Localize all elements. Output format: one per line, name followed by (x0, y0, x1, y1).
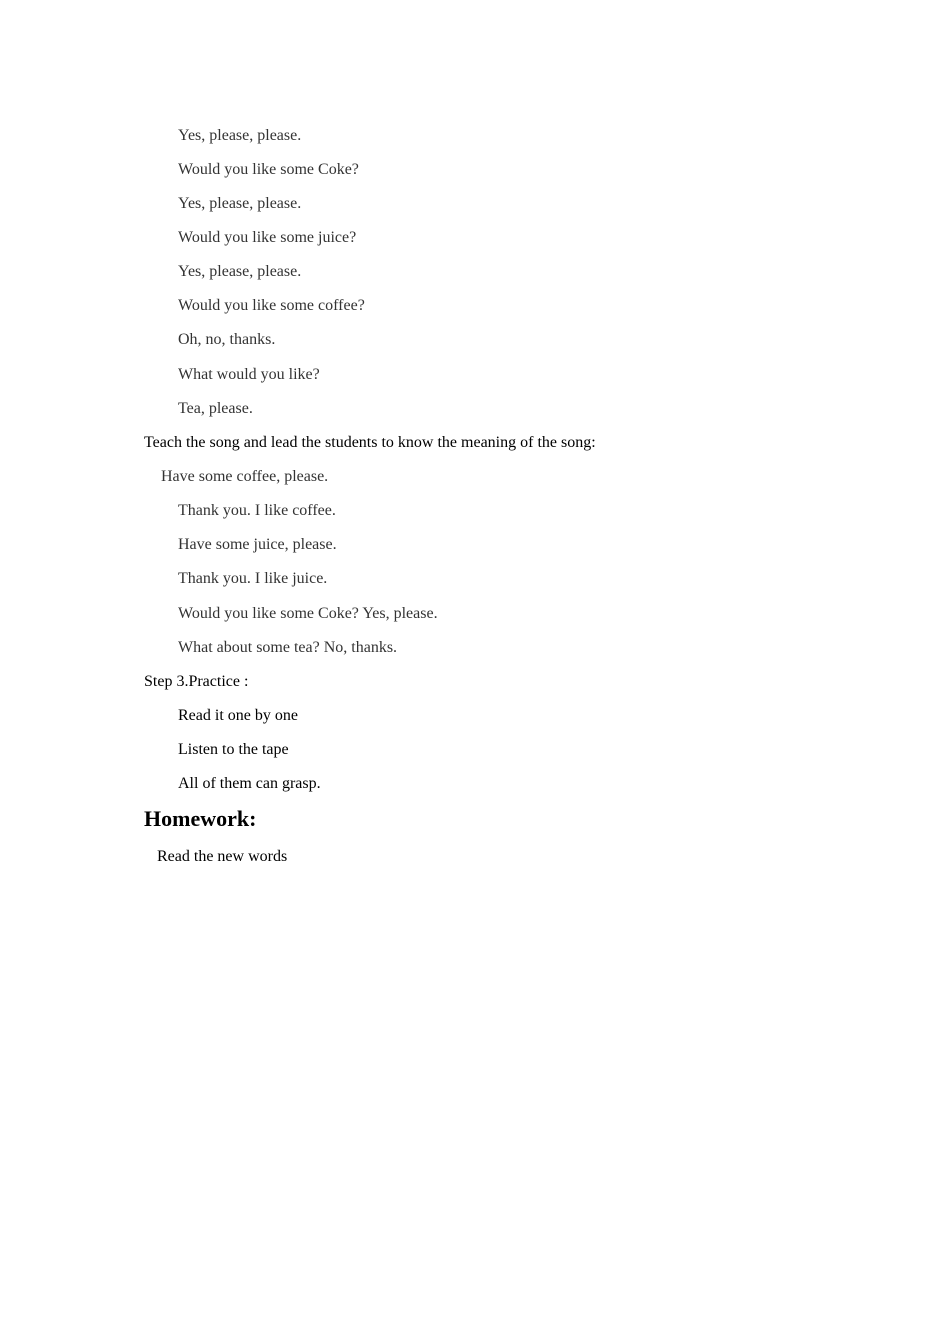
homework-heading: Homework: (144, 806, 257, 831)
dialogue-line: Yes, please, please. (178, 195, 302, 212)
song-line: What about some tea? No, thanks. (178, 639, 398, 656)
teach-instruction: Teach the song and lead the students to know the meaning of the song: (144, 434, 596, 451)
homework-task: Read the new words (157, 848, 288, 865)
step3-item: Listen to the tape (178, 741, 289, 758)
dialogue-line: Would you like some juice? (178, 229, 357, 246)
song-line: Have some juice, please. (178, 536, 337, 553)
song-line: Have some coffee, please. (161, 468, 329, 485)
dialogue-line: Yes, please, please. (178, 127, 302, 144)
dialogue-line: Oh, no, thanks. (178, 331, 276, 348)
step3-title: Step 3.Practice : (144, 673, 249, 690)
song-line: Thank you. I like juice. (178, 570, 328, 587)
song-line: Thank you. I like coffee. (178, 502, 336, 519)
dialogue-line: Would you like some Coke? (178, 161, 359, 178)
dialogue-line: What would you like? (178, 366, 320, 383)
step3-item: All of them can grasp. (178, 775, 321, 792)
dialogue-line: Would you like some coffee? (178, 297, 365, 314)
dialogue-line: Tea, please. (178, 400, 253, 417)
step3-item: Read it one by one (178, 707, 298, 724)
dialogue-line: Yes, please, please. (178, 263, 302, 280)
song-line: Would you like some Coke? Yes, please. (178, 605, 438, 622)
